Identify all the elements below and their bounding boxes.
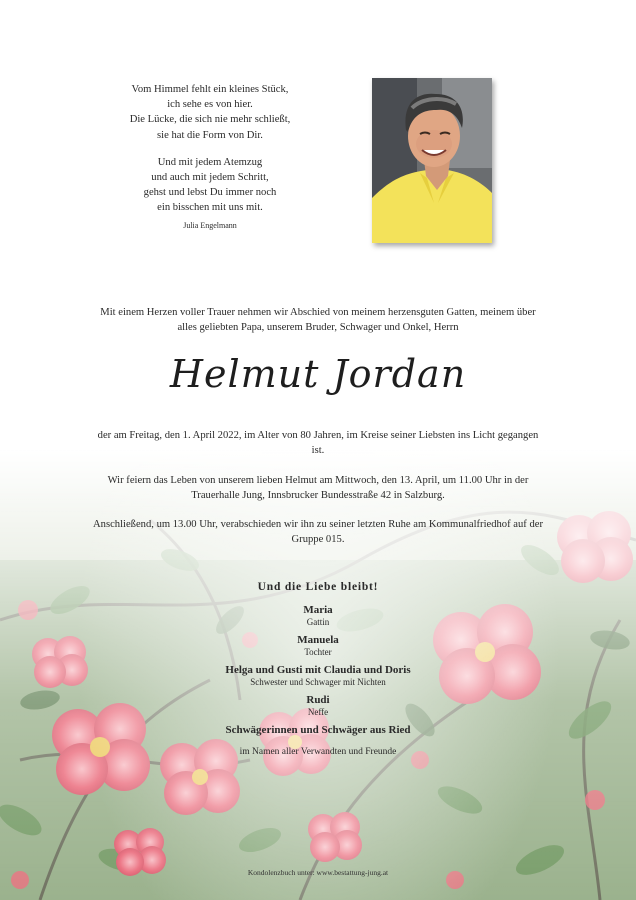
mourner-group xyxy=(118,693,518,718)
poem-line: Vom Himmel fehlt ein kleines Stück, xyxy=(131,84,289,95)
portrait-image xyxy=(372,78,492,243)
burial-info: Anschließend, um 13.00 Uhr, verabschieden wir ihn zu seiner letzten Ruhe am Kommunalfriedhof auf der Gruppe 015. xyxy=(93,519,543,545)
mourners-heading: Und die Liebe bleibt! xyxy=(257,581,379,593)
poem-line: Und mit jedem Atemzug xyxy=(157,156,263,168)
poem-line: sie hat die Form von Dir. xyxy=(157,129,263,141)
condolence-book-link[interactable]: Kondolenzbuch unter: www.bestattung-jung.at xyxy=(247,868,389,877)
mourner-name: Helga und Gusti mit Claudia und Doris xyxy=(225,664,411,676)
poem-stanza-2 xyxy=(100,155,320,233)
poem-line: Die Lücke, die sich nie mehr schließt, xyxy=(129,114,291,126)
mourner-group xyxy=(118,633,518,658)
poem-stanza-1 xyxy=(100,82,320,143)
ceremony-info: Wir feiern das Leben von unserem lieben Helmut am Mittwoch, den 13. April, um 11.00 Uhr in der Trauerhalle Jung, Innsbrucker Bundesstraße 42 in Salzburg. xyxy=(107,475,529,501)
mourner-name: Manuela xyxy=(297,634,339,646)
mourners-footer: im Namen aller Verwandten und Freunde xyxy=(239,747,397,757)
mourner-relation: Gattin xyxy=(306,617,330,627)
mourner-group xyxy=(118,603,518,628)
mourner-group xyxy=(118,663,518,688)
intro-text: Mit einem Herzen voller Trauer nehmen wir Abschied von meinem herzensguten Gatten, meinem über alles geliebten Papa, unserem Bruder, Schwager und Onkel, Herrn xyxy=(100,307,536,333)
death-notice: der am Freitag, den 1. April 2022, im Alter von 80 Jahren, im Kreise seiner Liebsten ins Licht gegangen ist. xyxy=(97,430,539,456)
poem xyxy=(100,82,320,245)
poem-line: gehst und lebst Du immer noch xyxy=(143,187,277,199)
mourners-section xyxy=(118,581,518,757)
mourner-relation: Neffe xyxy=(307,707,329,717)
poem-author: Julia Engelmann xyxy=(183,220,237,230)
mourner-name: Maria xyxy=(303,604,333,616)
deceased-name: Helmut Jordan xyxy=(169,352,467,396)
poem-line: ich sehe es von hier. xyxy=(167,99,253,111)
mourner-name: Rudi xyxy=(306,694,330,706)
portrait-photo xyxy=(372,78,492,243)
mourner-name: Schwägerinnen und Schwäger aus Ried xyxy=(225,724,411,736)
mourner-relation: Tochter xyxy=(304,647,332,657)
mourner-relation: Schwester und Schwager mit Nichten xyxy=(250,677,386,687)
mourner-group xyxy=(118,723,518,737)
poem-line: und auch mit jedem Schritt, xyxy=(151,172,269,184)
poem-line: ein bisschen mit uns mit. xyxy=(157,202,263,214)
